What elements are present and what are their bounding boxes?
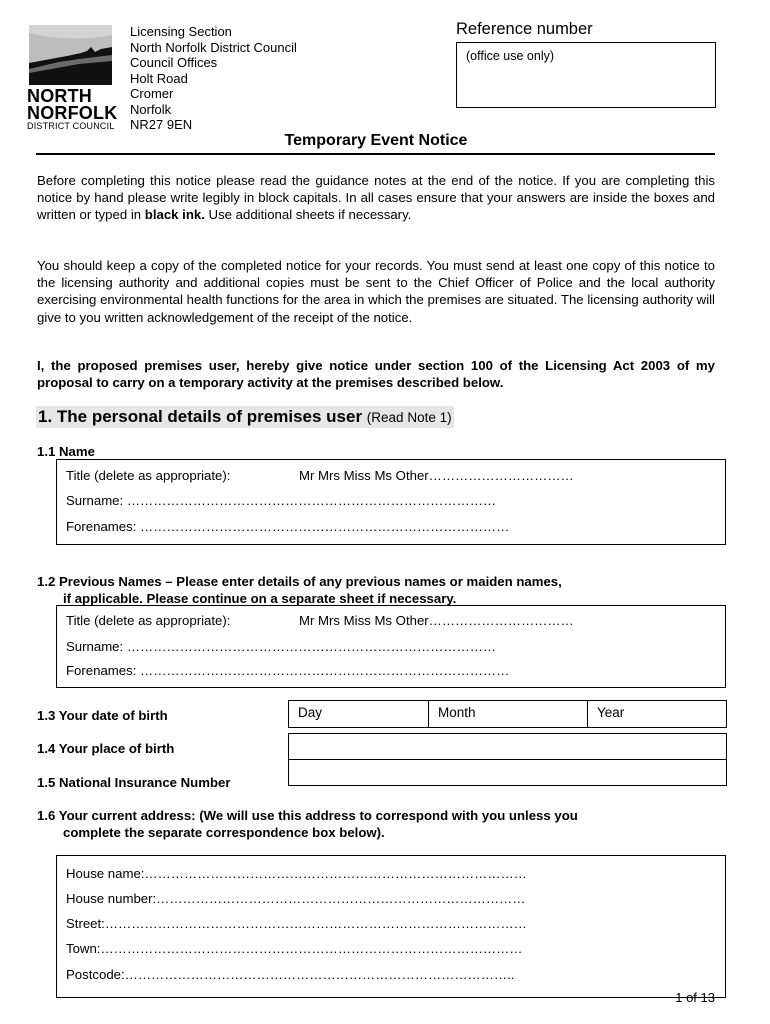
address-line: Council Offices [130,55,218,70]
section-1-heading [36,406,454,428]
dob-month-field[interactable]: Month [428,700,588,728]
house-number-field[interactable]: House number:………………………………………………………………………… [66,891,526,906]
intro-text-a: Before completing this notice please read the guidance notes at the end of the notice. If you are completing this notice by hand please write legibly in block capitals. In all cases ensure that your answers are inside the boxes and written or typed in [37,173,715,223]
council-address [130,24,297,133]
town-field[interactable]: Town:…………………………………………………………………………………… [66,941,523,956]
address-line: Licensing Section [130,24,232,39]
logo-subtitle: DISTRICT COUNCIL [27,121,115,131]
q1-3-label: 1.3 Your date of birth [37,708,168,723]
q1-2-label-line1: 1.2 Previous Names – Please enter details of any previous names or maiden names, [37,574,562,589]
dob-day-field[interactable]: Day [288,700,429,728]
logo-landscape-icon [29,25,112,85]
q1-2-forenames-field[interactable]: Forenames: ………………………………………………………………………… [66,663,510,678]
address-line: Cromer [130,86,174,101]
intro-paragraph-2: You should keep a copy of the completed notice for your records. You must send at least one copy of this notice to the licensing authority and additional copies must be sent to the Chief Officer of Police and the local authority exercising environmental health functions for the area in which the premises are situated. The licensing authority will give to you written acknowledgement of the receipt of the notice. [37,258,715,325]
dob-year-field[interactable]: Year [587,700,727,728]
council-logo [29,25,112,85]
declaration: I, the proposed premises user, hereby give notice under section 100 of the Licensing Act 2003 of my proposal to carry on a temporary activity at the premises described below. [37,358,715,391]
q1-2-label-line2: if applicable. Please continue on a separate sheet if necessary. [63,591,457,606]
intro-paragraph-1 [37,172,715,224]
document-title: Temporary Event Notice [284,132,468,149]
q1-1-title-label: Title (delete as appropriate): [66,468,231,483]
title-divider [36,153,715,155]
street-field[interactable]: Street:…………………………………………………………………………………… [66,916,527,931]
house-name-field[interactable]: House name:…………………………………………………………………………… [66,866,527,881]
q1-2-previous-names-box [56,605,726,688]
address-line: Norfolk [130,101,172,117]
reference-office-note: (office use only) [466,49,555,63]
page-number: 1 of 13 [675,990,715,1005]
logo-word-norfolk: NORFOLK [27,103,118,123]
q1-2-label [37,573,562,607]
logo-word-north: NORTH [27,86,92,106]
q1-2-surname-field[interactable]: Surname: ………………………………………………………………………… [66,639,497,654]
q1-5-label: 1.5 National Insurance Number [37,775,231,790]
reference-number-label: Reference number [456,20,593,38]
section-1-note: (Read Note 1) [366,410,452,425]
q1-4-label: 1.4 Your place of birth [37,741,175,756]
q1-2-title-options[interactable]: Mr Mrs Miss Ms Other…………………………… [299,613,574,628]
place-of-birth-field[interactable] [288,733,727,760]
postcode-field[interactable]: Postcode:…………………………………………………………………………….. [66,967,515,982]
intro-text-bold: black ink. [144,207,205,223]
q1-1-name-box [56,459,726,545]
q1-1-forenames-field[interactable]: Forenames: ………………………………………………………………………… [66,519,510,534]
q1-6-address-box [56,855,726,998]
q1-6-label-line2: complete the separate correspondence box below). [63,825,385,840]
q1-6-label-line1: 1.6 Your current address: (We will use this address to correspond with you unless you [37,808,578,823]
address-line: NR27 9EN [130,117,193,132]
q1-1-title-options[interactable]: Mr Mrs Miss Ms Other…………………………… [299,468,574,483]
national-insurance-field[interactable] [288,759,727,786]
q1-1-surname-field[interactable]: Surname: ………………………………………………………………………… [66,493,497,508]
address-line: Holt Road [130,70,188,86]
address-line: North Norfolk District Council [130,39,297,55]
q1-2-title-label: Title (delete as appropriate): [66,613,231,628]
q1-1-label: 1.1 Name [37,444,95,459]
section-1-title: 1. The personal details of premises user [38,407,363,426]
q1-6-label [37,807,578,841]
intro-text-b: Use additional sheets if necessary. [208,207,412,223]
